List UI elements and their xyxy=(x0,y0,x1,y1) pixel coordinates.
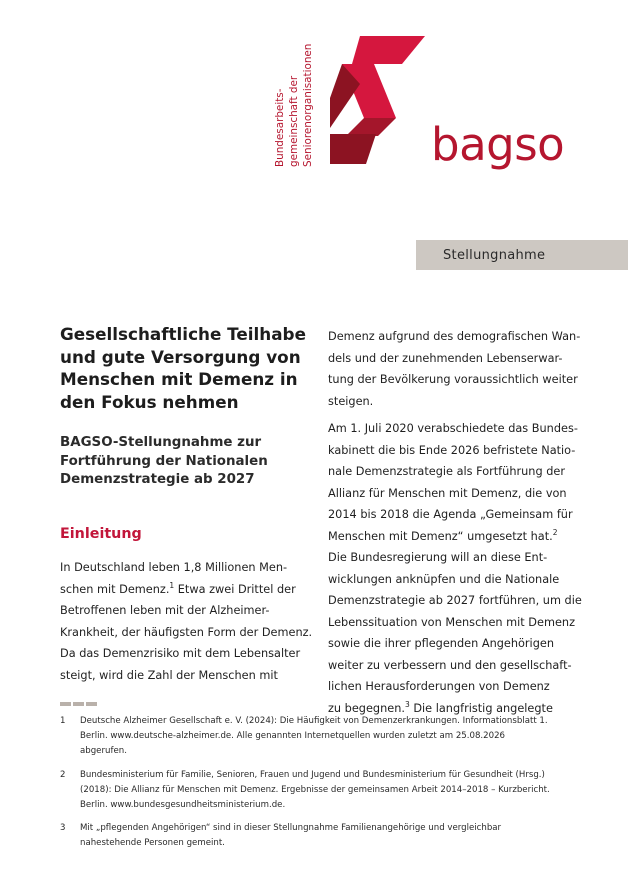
footnote-line: Mit „pflegenden Angehörigen“ sind in dieser Stellungnahme Familienangehörige und vergleichbar xyxy=(80,823,502,834)
text-line: weiter zu verbessern und den gesellschaft- xyxy=(328,658,572,672)
text-line: Da das Demenzrisiko mit dem Lebensalter xyxy=(60,647,301,660)
text-line: Am 1. Juli 2020 verabschiedete das Bundes- xyxy=(328,422,578,435)
footnote-ref-1: 1 xyxy=(169,580,175,590)
text-line: steigen. xyxy=(328,394,374,408)
document-type-label: Stellungnahme xyxy=(443,247,546,263)
org-line-2: gemeinschaft der xyxy=(288,75,300,167)
text-line: zu begegnen.$^3$ Die langfristig angelegte xyxy=(328,699,553,715)
text-line: wicklungen anknüpfen und die Nationale xyxy=(328,572,560,586)
footnote-ref-2: 2 xyxy=(552,527,558,537)
organization-name-vertical xyxy=(270,34,330,169)
footnote-number: 2 xyxy=(60,769,66,780)
footnote-number: 3 xyxy=(60,823,66,834)
footnote-line: nahestehende Personen gemeint. xyxy=(80,838,225,849)
body-paragraph-1-continued xyxy=(328,326,590,412)
text-line: dels und der zunehmenden Lebenserwar- xyxy=(328,351,563,365)
text-line: In Deutschland leben 1,8 Millionen Men- xyxy=(60,561,288,574)
footnote-line: Berlin. www.bundesgesundheitsministerium.de. xyxy=(80,800,286,811)
section-heading: Einleitung xyxy=(60,526,142,542)
text-line: Die Bundesregierung will an diese Ent- xyxy=(328,551,548,564)
document-subtitle: BAGSO-Stellungnahme zur Fortführung der Nationalen Demenzstrategie ab 2027 xyxy=(60,435,268,487)
footnotes xyxy=(60,714,580,860)
footnote-line: Berlin. www.deutsche-alzheimer.de. Alle genannten Internetquellen wurden zuletzt am 25.08.2026 xyxy=(80,731,506,742)
footnote-line: Deutsche Alzheimer Gesellschaft e. V. (2024): Die Häufigkeit von Demenzerkrankungen. Informationsblatt 1. xyxy=(80,716,548,726)
text-line: sowie die ihrer pflegenden Angehörigen xyxy=(328,637,554,650)
document-type-tab xyxy=(416,240,628,270)
footnote-ref-3: 3 xyxy=(404,699,410,709)
body-paragraph-1 xyxy=(60,557,322,686)
text-line: Lebenssituation von Menschen mit Demenz xyxy=(328,615,575,629)
text-line: Allianz für Menschen mit Demenz, die von xyxy=(328,486,567,500)
footnote-line: abgerufen. xyxy=(80,746,127,757)
text-line: tung der Bevölkerung voraussichtlich weiter xyxy=(328,373,578,386)
document-title: Gesellschaftliche Teilhabe und gute Versorgung von Menschen mit Demenz in den Fokus nehmen xyxy=(60,324,306,412)
text-line: Menschen mit Demenz“ umgesetzt hat.$^2$ xyxy=(328,527,558,543)
footnote-item xyxy=(60,821,580,851)
body-paragraph-2 xyxy=(328,418,590,719)
text-line: Betroffenen leben mit der Alzheimer- xyxy=(60,604,270,617)
footnote-item xyxy=(60,714,580,760)
footnote-separator xyxy=(60,702,97,706)
text-line: Demenz aufgrund des demografischen Wan- xyxy=(328,330,581,343)
text-line: Demenzstrategie ab 2027 fortführen, um die xyxy=(328,594,582,607)
org-line-3: Seniorenorganisationen xyxy=(302,43,314,167)
footnote-number: 1 xyxy=(60,716,66,726)
bagso-logo-mark-icon xyxy=(330,36,430,166)
text-line: schen mit Demenz.$^1$ Etwa zwei Drittel der xyxy=(60,580,296,596)
text-line: nale Demenzstrategie als Fortführung der xyxy=(328,465,565,478)
text-line: 2014 bis 2018 die Agenda „Gemeinsam für xyxy=(328,508,573,521)
text-line: lichen Herausforderungen von Demenz xyxy=(328,680,550,693)
org-line-1: Bundesarbeits- xyxy=(274,88,286,167)
text-line: steigt, wird die Zahl der Menschen mit xyxy=(60,668,278,682)
text-line: Krankheit, der häufigsten Form der Demenz. xyxy=(60,625,313,639)
footnote-line: (2018): Die Allianz für Menschen mit Demenz. Ergebnisse der gemeinsamen Arbeit 2014–2018 – Kurzbericht. xyxy=(80,784,550,795)
footnote-line: Bundesministerium für Familie, Senioren, Frauen und Jugend und Bundesministerium für Gesundheit (Hrsg.) xyxy=(80,769,545,780)
footnote-item xyxy=(60,768,580,814)
text-line: kabinett die bis Ende 2026 befristete Natio- xyxy=(328,443,576,457)
bagso-wordmark: bagso xyxy=(431,118,565,171)
